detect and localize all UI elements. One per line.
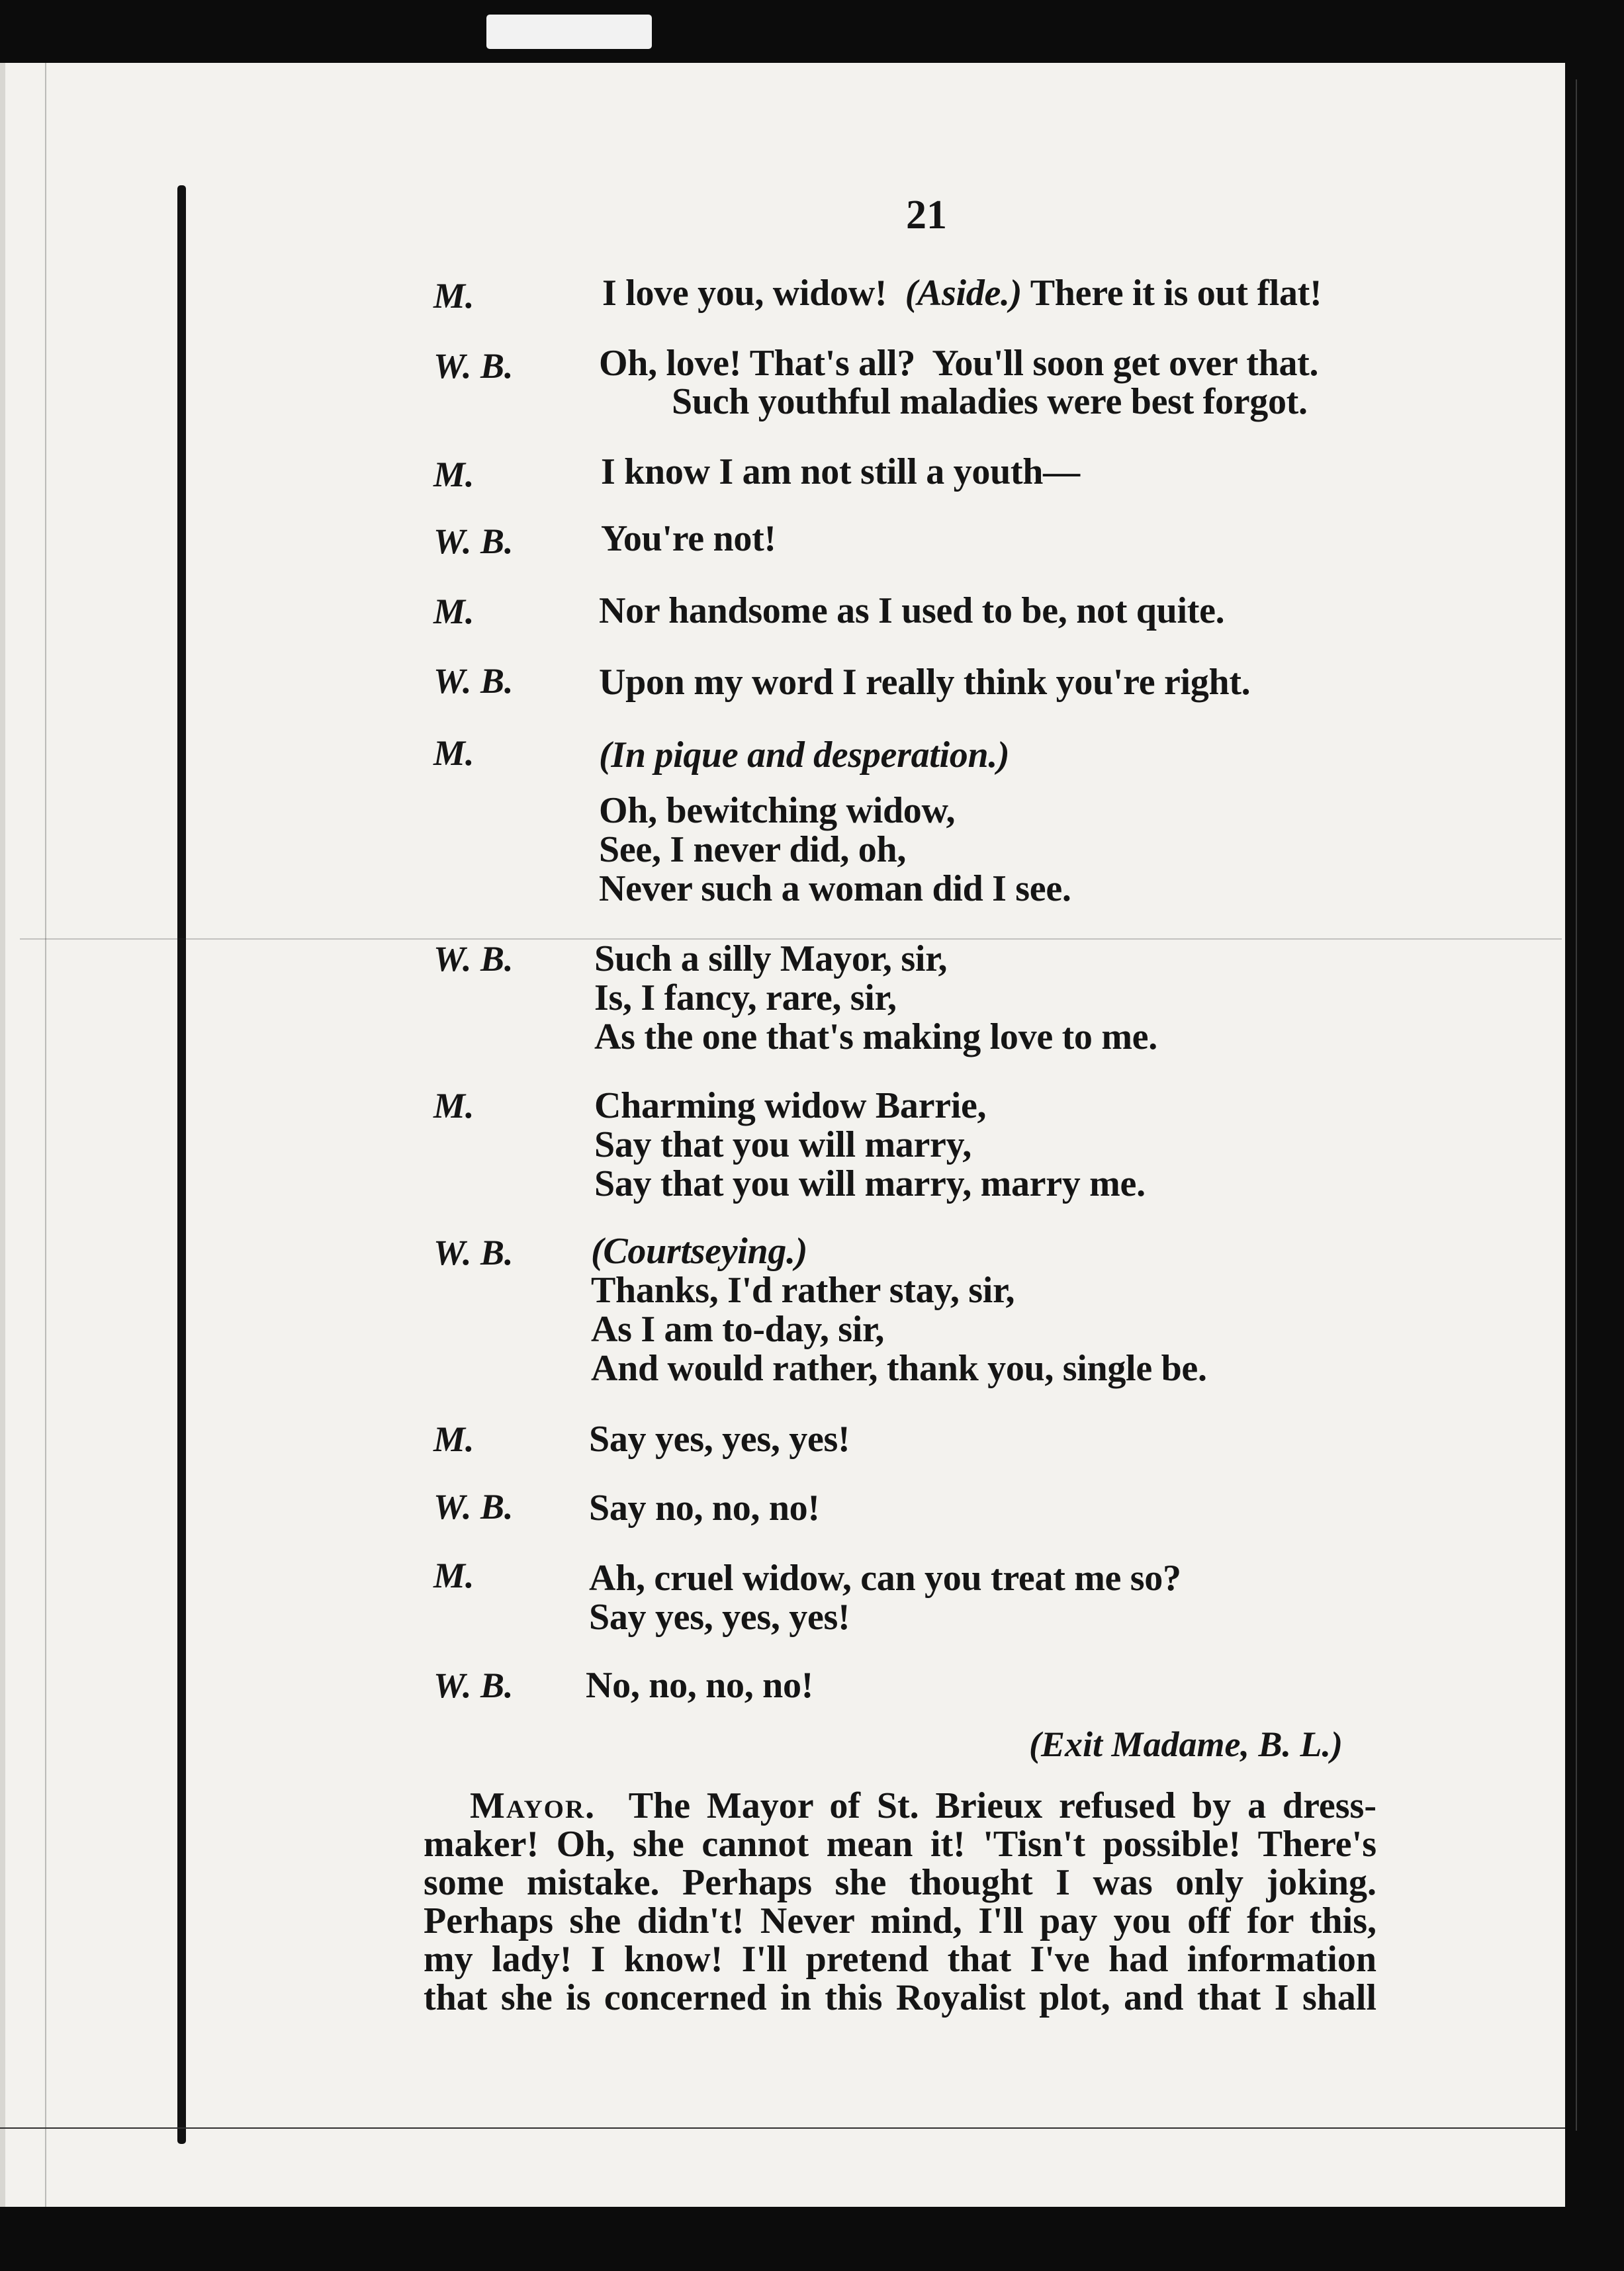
speech-line: Never such a woman did I see. [599,868,1071,909]
speech-line: Thanks, I'd rather stay, sir, [591,1270,1015,1311]
speech-line: No, no, no, no! [586,1665,814,1706]
prose-speaker: Mayor. [470,1785,596,1826]
speech-line: Nor handsome as I used to be, not quite. [599,590,1225,631]
speech-text: There it is out flat! [1022,273,1322,314]
speaker-label: M. [433,1419,474,1459]
speaker-label: W. B. [433,1233,514,1272]
speaker-label: W. B. [433,521,514,561]
speech-line: And would rather, thank you, single be. [591,1348,1207,1389]
prose-line: some mistake. Perhaps she thought I was only joking. [424,1862,1376,1903]
speech-line: Charming widow Barrie, [594,1085,987,1126]
page-number: 21 [906,193,947,238]
speech-line: Say yes, yes, yes! [589,1419,850,1460]
speech-line: Upon my word I really think you're right. [599,662,1251,703]
prose-line: Perhaps she didn't! Never mind, I'll pay you off for this, [424,1900,1376,1941]
prose-line: that she is concerned in this Royalist plot, and that I shall [424,1977,1376,2018]
speech-line: I know I am not still a youth— [601,451,1080,492]
speech-line: Is, I fancy, rare, sir, [594,977,897,1018]
page-edge-line [0,2127,1565,2129]
crease-line-left [45,63,46,2207]
prose-line [424,1787,1376,1825]
speech-line: See, I never did, oh, [599,829,907,870]
scan-clip-mark [486,15,652,49]
speaker-label: W. B. [433,1666,514,1705]
speaker-label: M. [433,455,474,494]
prose-text: The Mayor of St. Brieux refused by a dress- [628,1785,1376,1826]
scan-edge-left [0,63,5,2207]
speaker-label: W. B. [433,939,514,979]
speaker-label: M. [433,1556,474,1595]
speech-line: You're not! [601,518,776,559]
speech-line [602,274,1322,313]
exit-stage-direction: (Exit Madame, B. L.) [1029,1724,1343,1764]
prose-line: maker! Oh, she cannot mean it! 'Tisn't possible! There's [424,1824,1376,1865]
speech-line: Such a silly Mayor, sir, [594,938,948,979]
speech-line: As the one that's making love to me. [594,1016,1157,1057]
speech-line: Oh, bewitching widow, [599,790,956,831]
speaker-label: W. B. [433,346,514,386]
speech-text: I love you, widow! [602,273,905,314]
speech-line: Say that you will marry, [594,1124,971,1165]
speech-line: Say no, no, no! [589,1488,820,1529]
speech-line: Oh, love! That's all? You'll soon get over that. [599,343,1319,384]
speaker-label: M. [433,1086,474,1126]
binding-stitch-line [177,185,186,2144]
speech-line: As I am to-day, sir, [591,1309,885,1350]
prose-line: my lady! I know! I'll pretend that I've had information [424,1939,1376,1980]
speaker-label: W. B. [433,1487,514,1527]
speech-line: Say yes, yes, yes! [589,1597,850,1638]
scan-border-right [1565,0,1624,2271]
stage-direction: (Courtseying.) [591,1231,808,1272]
speech-line: Such youthful maladies were best forgot. [672,381,1308,422]
speaker-label: M. [433,276,474,316]
speech-line: Ah, cruel widow, can you treat me so? [589,1558,1181,1599]
speaker-label: W. B. [433,661,514,701]
speaker-label: M. [433,733,474,773]
stage-direction: (Aside.) [905,273,1022,314]
crease-line-right [1576,79,1577,2131]
scan-border-top [0,0,1624,63]
speaker-label: M. [433,592,474,631]
speech-line: Say that you will marry, marry me. [594,1163,1146,1204]
prose-paragraph [424,1787,1376,2017]
stage-direction: (In pique and desperation.) [599,735,1010,776]
scan-border-bottom [0,2207,1624,2271]
